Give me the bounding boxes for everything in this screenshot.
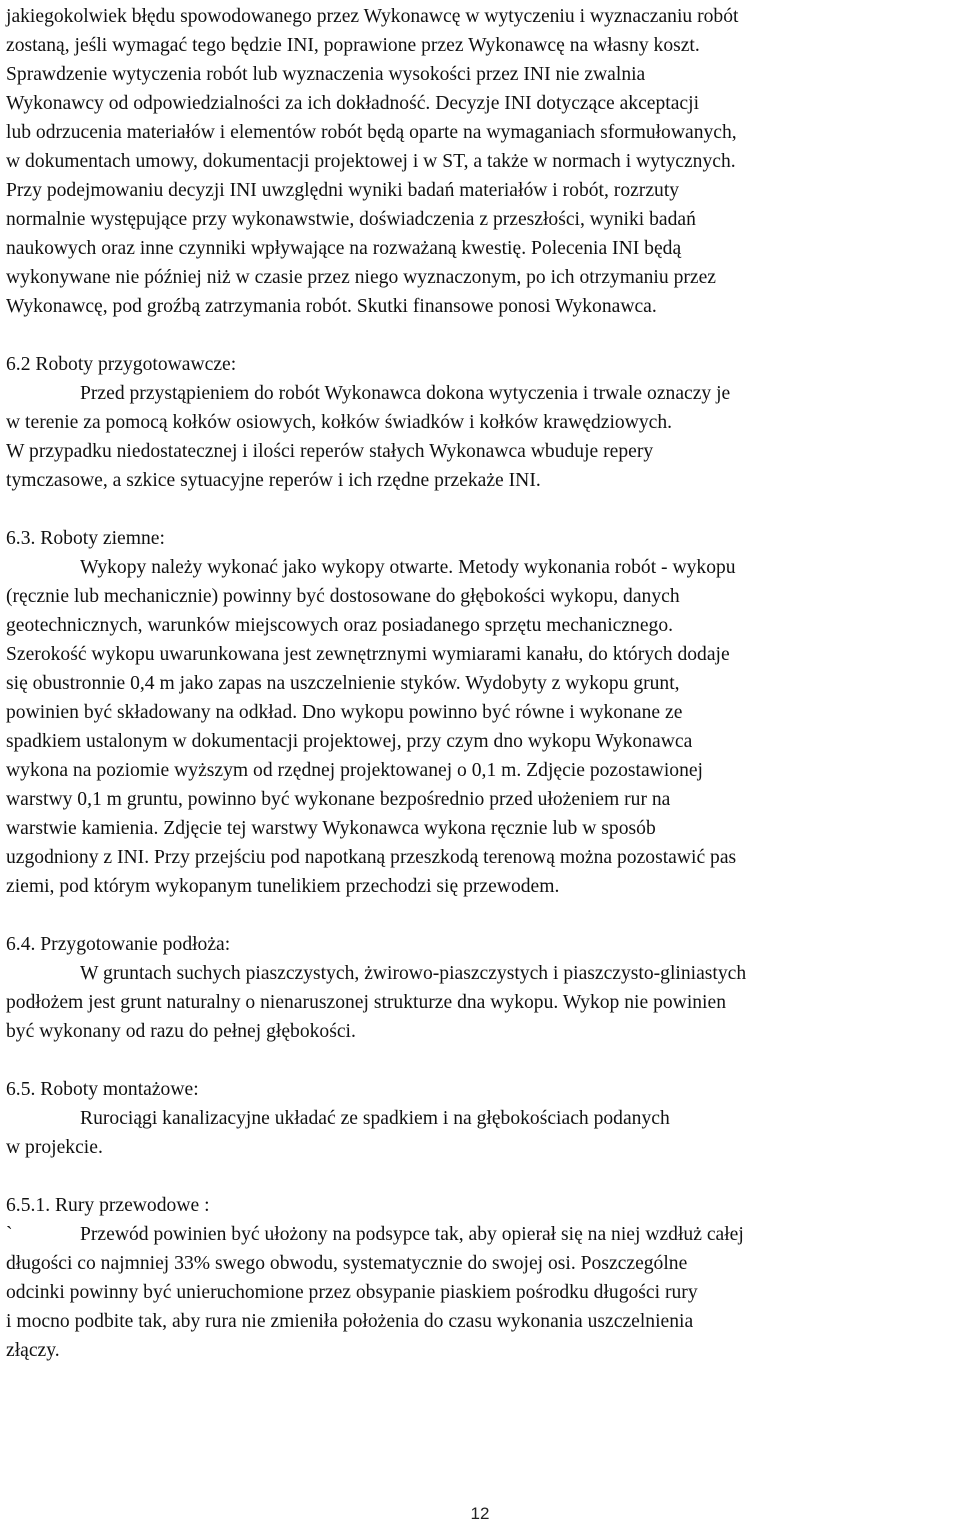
section-heading: 6.3. Roboty ziemne: [6, 528, 165, 549]
stray-tick-mark: ` [6, 1224, 13, 1245]
paragraph-gap [6, 1162, 950, 1191]
text-line: ziemi, pod którym wykopanym tunelikiem przechodzi się przewodem. [6, 876, 560, 897]
text-line: odcinki powinny być unieruchomione przez obsypanie piaskiem pośrodku długości rury [6, 1282, 698, 1303]
text-line: być wykonany od razu do pełnej głębokości. [6, 1021, 356, 1042]
text-line: naukowych oraz inne czynniki wpływające na rozważaną kwestię. Polecenia INI będą [6, 238, 682, 259]
text-line: Sprawdzenie wytyczenia robót lub wyznaczenia wysokości przez INI nie zwalnia [6, 64, 646, 85]
text-line: normalnie występujące przy wykonawstwie, doświadczenia z przeszłości, wyniki badań [6, 209, 696, 230]
intro-paragraph [6, 2, 950, 321]
text-line: Przy podejmowaniu decyzji INI uwzględni wyniki badań materiałów i robót, rozrzuty [6, 180, 680, 201]
text-line: warstwie kamienia. Zdjęcie tej warstwy Wykonawca wykona ręcznie lub w sposób [6, 818, 656, 839]
section-6-3 [6, 524, 950, 901]
text-line: Wykonawcy od odpowiedzialności za ich dokładność. Decyzje INI dotyczące akceptacji [6, 93, 700, 114]
text-line: jakiegokolwiek błędu spowodowanego przez Wykonawcę w wytyczeniu i wyznaczaniu robót [6, 6, 739, 27]
paragraph-gap [6, 495, 950, 524]
paragraph-gap [6, 1046, 950, 1075]
text-line: Przed przystąpieniem do robót Wykonawca dokona wytyczenia i trwale oznaczy je [80, 383, 731, 404]
text-line: W przypadku niedostatecznej i ilości reperów stałych Wykonawca wbuduje repery [6, 441, 654, 462]
text-line: w terenie za pomocą kołków osiowych, kołków świadków i kołków krawędziowych. [6, 412, 673, 433]
text-line: spadkiem ustalonym w dokumentacji projektowej, przy czym dno wykopu Wykonawca [6, 731, 693, 752]
text-line: się obustronnie 0,4 m jako zapas na uszczelnienie styków. Wydobyty z wykopu grunt, [6, 673, 680, 694]
section-6-2 [6, 350, 950, 495]
text-line: w dokumentach umowy, dokumentacji projektowej i w ST, a także w normach i wytycznych. [6, 151, 736, 172]
section-6-4 [6, 930, 950, 1046]
text-line: długości co najmniej 33% swego obwodu, systematycznie do swojej osi. Poszczególne [6, 1253, 688, 1274]
text-line: Wykonawcę, pod groźbą zatrzymania robót. Skutki finansowe ponosi Wykonawca. [6, 296, 657, 317]
paragraph-gap [6, 901, 950, 930]
text-line: Szerokość wykopu uwarunkowana jest zewnętrznymi wymiarami kanału, do których dodaje [6, 644, 730, 665]
section-heading: 6.2 Roboty przygotowawcze: [6, 354, 237, 375]
section-heading: 6.4. Przygotowanie podłoża: [6, 934, 231, 955]
text-line-content: Przewód powinien być ułożony na podsypce tak, aby opierał się na niej wzdłuż całej [80, 1224, 744, 1245]
text-line: złączy. [6, 1340, 60, 1361]
text-line: w projekcie. [6, 1137, 103, 1158]
text-line: podłożem jest grunt naturalny o nienaruszonej strukturze dna wykopu. Wykop nie powinien [6, 992, 726, 1013]
section-heading: 6.5. Roboty montażowe: [6, 1079, 199, 1100]
text-line: wykonywane nie później niż w czasie przez niego wyznaczonym, po ich otrzymaniu przez [6, 267, 716, 288]
text-line: (ręcznie lub mechanicznie) powinny być dostosowane do głębokości wykopu, danych [6, 586, 680, 607]
text-line: tymczasowe, a szkice sytuacyjne reperów i ich rzędne przekaże INI. [6, 470, 541, 491]
section-6-5-1 [6, 1191, 950, 1365]
paragraph-gap [6, 321, 950, 350]
text-line: powinien być składowany na odkład. Dno wykopu powinno być równe i wykonane ze [6, 702, 683, 723]
section-heading: 6.5.1. Rury przewodowe : [6, 1195, 210, 1216]
document-page [6, 2, 950, 1365]
text-line: wykona na poziomie wyższym od rzędnej projektowanej o 0,1 m. Zdjęcie pozostawionej [6, 760, 704, 781]
text-line: Rurociągi kanalizacyjne układać ze spadkiem i na głębokościach podanych [80, 1108, 670, 1129]
text-line: i mocno podbite tak, aby rura nie zmieniła położenia do czasu wykonania uszczelnienia [6, 1311, 694, 1332]
text-line: geotechnicznych, warunków miejscowych oraz posiadanego sprzętu mechanicznego. [6, 615, 674, 636]
text-line: zostaną, jeśli wymagać tego będzie INI, poprawione przez Wykonawcę na własny koszt. [6, 35, 700, 56]
page-number: 12 [470, 1504, 490, 1523]
text-line: Wykopy należy wykonać jako wykopy otwarte. Metody wykonania robót - wykopu [80, 557, 736, 578]
text-line: lub odrzucenia materiałów i elementów robót będą oparte na wymaganiach sformułowanych, [6, 122, 737, 143]
text-line: W gruntach suchych piaszczystych, żwirowo-piaszczystych i piaszczysto-gliniastych [80, 963, 747, 984]
text-line [6, 1220, 950, 1249]
section-6-5 [6, 1075, 950, 1162]
text-line: uzgodniony z INI. Przy przejściu pod napotkaną przeszkodą terenową można pozostawić pas [6, 847, 737, 868]
text-line: warstwy 0,1 m gruntu, powinno być wykonane bezpośrednio przed ułożeniem rur na [6, 789, 671, 810]
